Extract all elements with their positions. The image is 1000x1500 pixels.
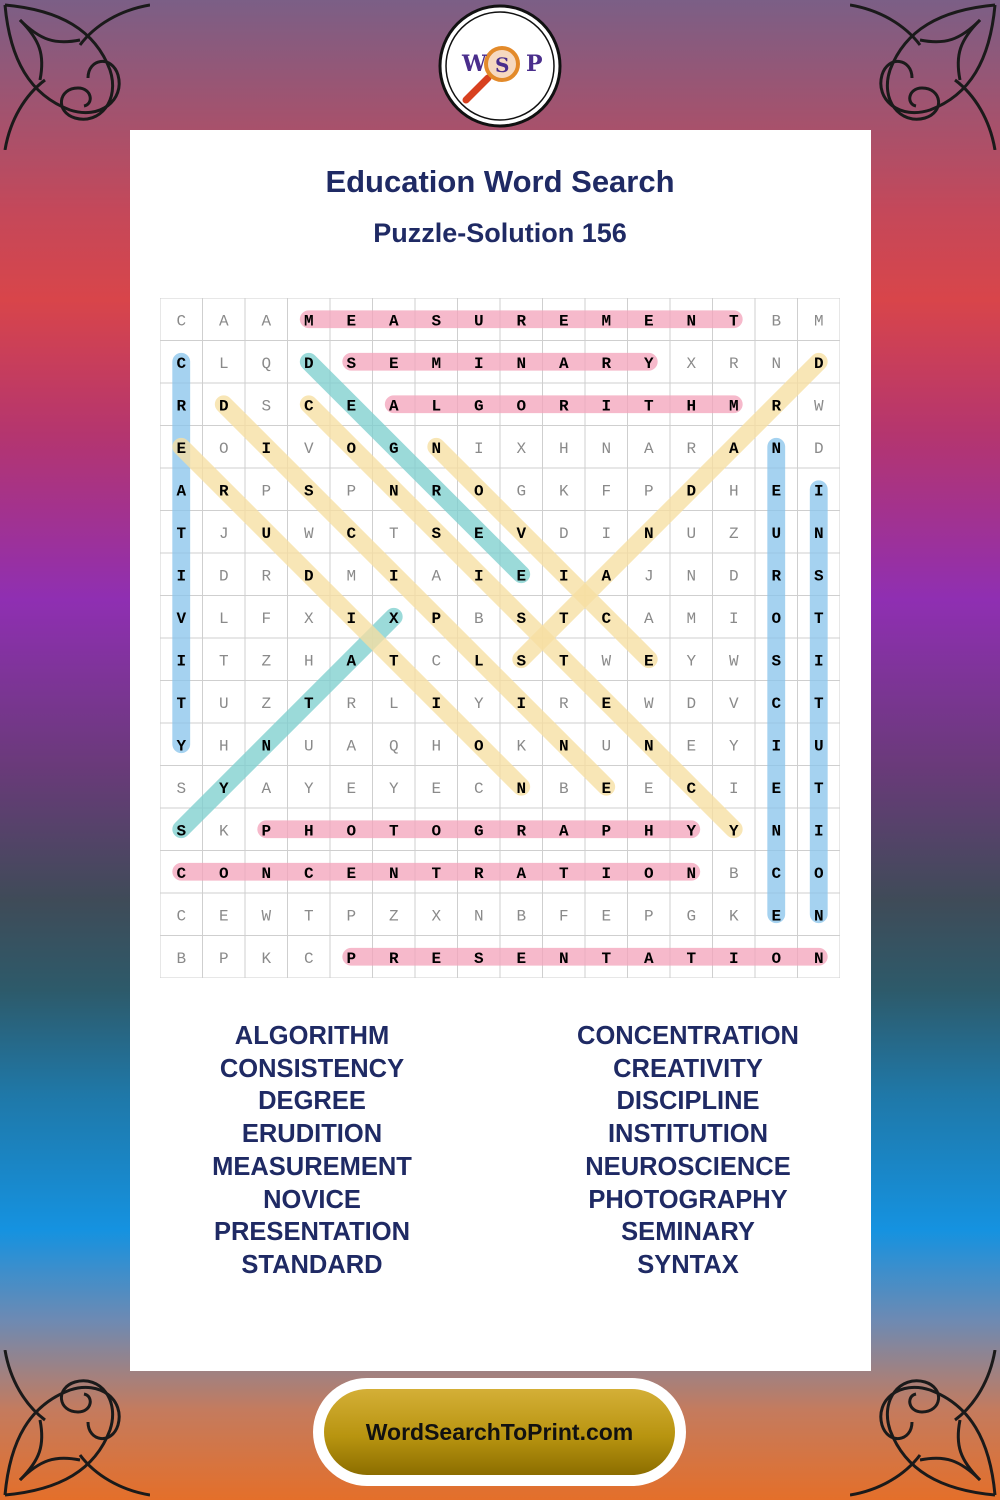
grid-letter[interactable]: T (303, 694, 314, 713)
grid-letter[interactable]: A (261, 779, 272, 798)
grid-letter[interactable]: E (346, 864, 357, 883)
grid-letter[interactable]: N (558, 737, 569, 756)
corner-ornament-bottom-right (850, 1350, 1000, 1500)
grid-letter[interactable]: N (516, 779, 527, 798)
grid-letter[interactable]: O (516, 397, 527, 416)
grid-letter[interactable]: O (346, 822, 357, 841)
grid-letter[interactable]: E (218, 907, 229, 926)
grid-letter[interactable]: R (558, 397, 569, 416)
grid-letter[interactable]: N (643, 737, 654, 756)
grid-letter[interactable]: E (346, 779, 357, 798)
grid-letter[interactable]: E (558, 312, 569, 331)
grid-letter[interactable]: Q (388, 737, 399, 756)
grid-letter[interactable]: T (558, 864, 569, 883)
grid-letter[interactable]: I (728, 779, 739, 798)
grid-letter[interactable]: T (388, 524, 399, 543)
grid-letter[interactable]: N (516, 354, 527, 373)
grid-letter[interactable]: F (558, 907, 569, 926)
grid-letter[interactable]: T (686, 949, 697, 968)
grid-letter[interactable]: T (176, 524, 187, 543)
grid-letter[interactable]: T (813, 694, 824, 713)
grid-letter[interactable]: G (473, 397, 484, 416)
grid-letter[interactable]: C (431, 652, 442, 671)
grid-letter[interactable]: H (303, 822, 314, 841)
grid-letter[interactable]: T (388, 652, 399, 671)
grid-letter[interactable]: A (643, 439, 654, 458)
grid-letter[interactable]: C (176, 907, 187, 926)
grid-letter[interactable]: V (176, 609, 187, 628)
grid-letter[interactable]: I (728, 609, 739, 628)
grid-letter[interactable]: S (771, 652, 782, 671)
grid-letter[interactable]: Z (388, 907, 399, 926)
grid-letter[interactable]: D (303, 354, 314, 373)
grid-letter[interactable]: G (516, 482, 527, 501)
grid-letter[interactable]: M (601, 312, 612, 331)
grid-letter[interactable]: E (771, 779, 782, 798)
grid-letter[interactable]: N (388, 482, 399, 501)
grid-letter[interactable]: T (813, 609, 824, 628)
grid-letter[interactable]: H (431, 737, 442, 756)
grid-letter[interactable]: J (218, 524, 229, 543)
grid-letter[interactable]: A (516, 864, 527, 883)
grid-letter[interactable]: D (558, 524, 569, 543)
grid-letter[interactable]: B (176, 949, 187, 968)
word-list-right (488, 1020, 888, 1282)
grid-letter[interactable]: U (771, 524, 782, 543)
grid-letter[interactable]: A (643, 609, 654, 628)
grid-letter[interactable]: C (176, 864, 187, 883)
grid-letter[interactable]: N (388, 864, 399, 883)
grid-letter[interactable]: L (218, 609, 229, 628)
grid-letter[interactable]: I (558, 567, 569, 586)
grid-letter[interactable]: N (771, 822, 782, 841)
grid-letter[interactable]: C (473, 779, 484, 798)
grid-letter[interactable]: E (601, 907, 612, 926)
grid-letter[interactable]: A (558, 354, 569, 373)
grid-letter[interactable]: A (431, 567, 442, 586)
grid-letter[interactable]: B (771, 312, 782, 331)
grid-letter[interactable]: T (728, 312, 739, 331)
grid-letter[interactable]: O (771, 949, 782, 968)
grid-letter[interactable]: I (388, 567, 399, 586)
word-list-item: SEMINARY (621, 1218, 755, 1247)
grid-letter[interactable]: D (218, 567, 229, 586)
grid-letter[interactable]: Q (261, 354, 272, 373)
grid-letter[interactable]: Y (728, 737, 739, 756)
grid-letter[interactable]: S (516, 652, 527, 671)
grid-letter[interactable]: S (303, 482, 314, 501)
grid-letter[interactable]: E (388, 354, 399, 373)
grid-letter[interactable]: T (813, 779, 824, 798)
grid-letter[interactable]: N (686, 567, 697, 586)
logo-letter-s: S (495, 53, 510, 77)
grid-letter[interactable]: O (431, 822, 442, 841)
word-list-item: CREATIVITY (613, 1054, 763, 1083)
grid-letter[interactable]: P (601, 822, 612, 841)
grid-letter[interactable]: C (346, 524, 357, 543)
word-list-item: MEASUREMENT (212, 1152, 412, 1181)
grid-letter[interactable]: V (516, 524, 527, 543)
grid-letter[interactable]: U (686, 524, 697, 543)
grid-letter[interactable]: O (813, 864, 824, 883)
grid-letter[interactable]: J (643, 567, 654, 586)
word-list-left (112, 1020, 512, 1282)
word-list-item: ALGORITHM (234, 1022, 390, 1050)
grid-letter[interactable]: B (558, 779, 569, 798)
grid-letter[interactable]: S (813, 567, 824, 586)
grid-letter[interactable]: A (261, 312, 272, 331)
corner-ornament-top-right (850, 0, 1000, 150)
corner-ornament-bottom-left (0, 1350, 150, 1500)
grid-letter[interactable]: I (601, 864, 612, 883)
corner-ornament-top-left (0, 0, 150, 150)
grid-letter[interactable]: C (601, 609, 612, 628)
grid-letter[interactable]: D (303, 567, 314, 586)
site-link-button[interactable] (313, 1378, 686, 1486)
grid-letter[interactable]: E (643, 312, 654, 331)
grid-letter[interactable]: E (176, 439, 187, 458)
logo-letter-p: P (526, 51, 543, 77)
grid-letter[interactable]: X (303, 609, 314, 628)
grid-letter[interactable]: I (473, 567, 484, 586)
grid-letter[interactable]: E (643, 779, 654, 798)
grid-letter[interactable]: R (431, 482, 442, 501)
grid-letter[interactable]: E (771, 907, 782, 926)
grid-letter[interactable]: O (346, 439, 357, 458)
grid-letter[interactable]: H (303, 652, 314, 671)
grid-letter[interactable]: R (558, 694, 569, 713)
grid-letter[interactable]: N (771, 354, 782, 373)
grid-letter[interactable]: E (643, 652, 654, 671)
grid-letter[interactable]: U (601, 737, 612, 756)
wsp-logo[interactable] (438, 4, 562, 128)
grid-letter[interactable]: Z (728, 524, 739, 543)
grid-letter[interactable]: C (771, 694, 782, 713)
grid-letter[interactable]: S (176, 822, 187, 841)
page-subtitle: Puzzle-Solution 156 (373, 218, 627, 248)
word-list-item: DISCIPLINE (616, 1087, 760, 1116)
grid-letter[interactable]: F (601, 482, 612, 501)
grid-letter[interactable]: T (176, 694, 187, 713)
grid-letter[interactable]: A (388, 397, 399, 416)
grid-letter[interactable]: W (261, 907, 272, 926)
grid-letter[interactable]: N (686, 312, 697, 331)
grid-letter[interactable]: E (346, 312, 357, 331)
word-list-item: STANDARD (241, 1250, 383, 1279)
grid-letter[interactable]: R (346, 694, 357, 713)
page-title: Education Word Search (325, 164, 675, 199)
grid-letter[interactable]: R (686, 439, 697, 458)
grid-letter[interactable]: S (261, 397, 272, 416)
grid-letter[interactable]: P (643, 482, 654, 501)
grid-letter[interactable]: E (346, 397, 357, 416)
grid-letter[interactable]: H (728, 482, 739, 501)
grid-letter[interactable]: A (388, 312, 399, 331)
grid-letter[interactable]: K (728, 907, 739, 926)
grid-letter[interactable]: X (431, 907, 442, 926)
grid-letter[interactable]: B (516, 907, 527, 926)
grid-letter[interactable]: Y (686, 822, 697, 841)
grid-letter[interactable]: A (176, 482, 187, 501)
grid-letter[interactable]: P (346, 482, 357, 501)
grid-letter[interactable]: E (431, 779, 442, 798)
grid-letter[interactable]: N (473, 907, 484, 926)
grid-letter[interactable]: S (431, 312, 442, 331)
grid-letter[interactable]: O (218, 439, 229, 458)
grid-letter[interactable]: X (388, 609, 399, 628)
grid-letter[interactable]: O (473, 737, 484, 756)
grid-letter[interactable]: Z (261, 652, 272, 671)
grid-letter[interactable]: S (473, 949, 484, 968)
grid-letter[interactable]: P (643, 907, 654, 926)
grid-letter[interactable]: C (303, 864, 314, 883)
grid-letter[interactable]: E (771, 482, 782, 501)
grid-letter[interactable]: S (176, 779, 187, 798)
grid-letter[interactable]: T (431, 864, 442, 883)
grid-letter[interactable]: N (813, 949, 824, 968)
grid-letter[interactable]: Y (473, 694, 484, 713)
grid-letter[interactable]: P (261, 822, 272, 841)
grid-letter[interactable]: Z (261, 694, 272, 713)
grid-letter[interactable]: R (473, 864, 484, 883)
word-list-item: CONSISTENCY (219, 1054, 405, 1083)
grid-letter[interactable]: E (516, 567, 527, 586)
grid-letter[interactable]: E (601, 779, 612, 798)
word-list-item: DEGREE (258, 1087, 366, 1116)
grid-letter[interactable]: T (558, 609, 569, 628)
grid-letter[interactable]: U (303, 737, 314, 756)
grid-letter[interactable]: M (346, 567, 357, 586)
grid-letter[interactable]: R (771, 397, 782, 416)
grid-letter[interactable]: R (261, 567, 272, 586)
grid-letter[interactable]: G (686, 907, 697, 926)
grid-letter[interactable]: L (431, 397, 442, 416)
grid-letter[interactable]: P (218, 949, 229, 968)
grid-letter[interactable]: I (346, 609, 357, 628)
grid-letter[interactable]: Y (218, 779, 229, 798)
grid-letter[interactable]: D (728, 567, 739, 586)
grid-letter[interactable]: Y (176, 737, 187, 756)
grid-letter[interactable]: U (261, 524, 272, 543)
word-list-item: PRESENTATION (214, 1218, 410, 1247)
grid-letter[interactable]: E (516, 949, 527, 968)
grid-letter[interactable]: A (558, 822, 569, 841)
grid-letter[interactable]: Y (388, 779, 399, 798)
grid-letter[interactable]: R (516, 312, 527, 331)
grid-letter[interactable]: A (601, 567, 612, 586)
site-link-text[interactable]: WordSearchToPrint.com (365, 1418, 634, 1445)
grid-letter[interactable]: D (813, 439, 824, 458)
grid-letter[interactable]: I (176, 652, 187, 671)
grid-letter[interactable]: P (261, 482, 272, 501)
grid-letter[interactable]: X (686, 354, 697, 373)
word-list-item: CONCENTRATION (577, 1022, 799, 1050)
grid-letter[interactable]: I (813, 482, 824, 501)
word-list-item: NOVICE (263, 1185, 361, 1214)
grid-letter[interactable]: E (686, 737, 697, 756)
grid-letter[interactable]: Y (643, 354, 654, 373)
word-list-item: ERUDITION (241, 1120, 383, 1149)
grid-letter[interactable]: E (601, 694, 612, 713)
grid-letter[interactable]: I (473, 354, 484, 373)
grid-letter[interactable]: G (473, 822, 484, 841)
grid-letter[interactable]: R (176, 397, 187, 416)
grid-letter[interactable]: S (431, 524, 442, 543)
grid-letter[interactable]: A (728, 439, 739, 458)
word-search-grid[interactable] (160, 298, 840, 978)
grid-letter[interactable]: N (643, 524, 654, 543)
grid-letter[interactable]: I (261, 439, 272, 458)
grid-letter[interactable]: N (261, 864, 272, 883)
grid-letter[interactable]: Y (303, 779, 314, 798)
grid-letter[interactable]: K (558, 482, 569, 501)
grid-letter[interactable]: M (686, 609, 697, 628)
grid-letter[interactable]: D (813, 354, 824, 373)
grid-letter[interactable]: C (686, 779, 697, 798)
word-list-item: INSTITUTION (607, 1120, 769, 1149)
grid-letter[interactable]: A (218, 312, 229, 331)
grid-letter[interactable]: O (218, 864, 229, 883)
grid-letter[interactable]: T (218, 652, 229, 671)
grid-letter[interactable]: O (771, 609, 782, 628)
grid-letter[interactable]: K (261, 949, 272, 968)
grid-letter[interactable]: C (303, 949, 314, 968)
grid-letter[interactable]: K (516, 737, 527, 756)
grid-letter[interactable]: N (601, 439, 612, 458)
grid-letter[interactable]: X (516, 439, 527, 458)
grid-letter[interactable]: Y (728, 822, 739, 841)
grid-letter[interactable]: R (601, 354, 612, 373)
grid-letter[interactable]: S (346, 354, 357, 373)
grid-letter[interactable]: N (771, 439, 782, 458)
grid-letter[interactable]: C (176, 354, 187, 373)
grid-letter[interactable]: N (431, 439, 442, 458)
grid-letter[interactable]: I (771, 737, 782, 756)
grid-letter[interactable]: O (643, 864, 654, 883)
grid-letter[interactable]: M (431, 354, 442, 373)
grid-letter[interactable]: H (686, 397, 697, 416)
grid-letter[interactable]: L (218, 354, 229, 373)
grid-letter[interactable]: D (218, 397, 229, 416)
grid-letter[interactable]: W (728, 652, 739, 671)
grid-letter[interactable]: D (686, 694, 697, 713)
grid-letter[interactable]: T (601, 949, 612, 968)
logo-letter-w: W (462, 51, 487, 77)
grid-letter[interactable]: L (473, 652, 484, 671)
grid-letter[interactable]: I (431, 694, 442, 713)
grid-letter[interactable]: U (218, 694, 229, 713)
grid-letter[interactable]: I (176, 567, 187, 586)
grid-letter[interactable]: N (261, 737, 272, 756)
grid-letter[interactable]: F (261, 609, 272, 628)
grid-letter[interactable]: B (473, 609, 484, 628)
grid-letter[interactable]: V (303, 439, 314, 458)
grid-letter[interactable]: L (388, 694, 399, 713)
grid-letter[interactable]: I (813, 822, 824, 841)
grid-letter[interactable]: U (813, 737, 824, 756)
grid-letter[interactable]: A (643, 949, 654, 968)
grid-letter[interactable]: U (473, 312, 484, 331)
grid-letter[interactable]: I (813, 652, 824, 671)
grid-letter[interactable]: N (813, 907, 824, 926)
grid-letter[interactable]: M (728, 397, 739, 416)
grid-letter[interactable]: C (771, 864, 782, 883)
grid-letter[interactable]: O (473, 482, 484, 501)
grid-letter[interactable]: I (601, 397, 612, 416)
word-list-item: PHOTOGRAPHY (588, 1185, 788, 1214)
grid-letter[interactable]: P (346, 907, 357, 926)
grid-letter[interactable]: N (686, 864, 697, 883)
grid-letter[interactable]: C (303, 397, 314, 416)
grid-letter[interactable]: N (558, 949, 569, 968)
grid-letter[interactable]: W (813, 397, 824, 416)
site-link-pill[interactable] (324, 1389, 675, 1475)
grid-letter[interactable]: R (516, 822, 527, 841)
grid-letter[interactable]: R (771, 567, 782, 586)
word-list-item: NEUROSCIENCE (585, 1152, 791, 1181)
grid-letter[interactable]: G (388, 439, 399, 458)
grid-letter[interactable]: W (303, 524, 314, 543)
grid-letter[interactable]: R (218, 482, 229, 501)
grid-letter[interactable]: T (303, 907, 314, 926)
grid-letter[interactable]: R (388, 949, 399, 968)
grid-letter[interactable]: P (431, 609, 442, 628)
grid-letter[interactable]: I (728, 949, 739, 968)
grid-letter[interactable]: C (176, 312, 187, 331)
grid-letter[interactable]: K (218, 822, 229, 841)
grid-letter[interactable]: H (558, 439, 569, 458)
grid-letter[interactable]: D (686, 482, 697, 501)
grid-letter[interactable]: A (346, 737, 357, 756)
grid-letter[interactable]: V (728, 694, 739, 713)
grid-letter[interactable]: W (601, 652, 612, 671)
grid-letter[interactable]: T (558, 652, 569, 671)
word-list-item: SYNTAX (637, 1250, 739, 1279)
grid-letter[interactable]: E (473, 524, 484, 543)
grid-letter[interactable]: S (516, 609, 527, 628)
grid-letter[interactable]: N (813, 524, 824, 543)
grid-letter[interactable]: W (643, 694, 654, 713)
grid-letter[interactable]: M (303, 312, 314, 331)
grid-letter[interactable]: T (643, 397, 654, 416)
grid-letter[interactable]: T (388, 822, 399, 841)
grid-letter[interactable]: I (473, 439, 484, 458)
grid-letter[interactable]: I (516, 694, 527, 713)
grid-letter[interactable]: M (813, 312, 824, 331)
grid-letter[interactable]: E (431, 949, 442, 968)
grid-letter[interactable]: R (728, 354, 739, 373)
grid-letter[interactable]: P (346, 949, 357, 968)
grid-letter[interactable]: Y (686, 652, 697, 671)
grid-letter[interactable]: A (346, 652, 357, 671)
grid-letter[interactable]: H (643, 822, 654, 841)
grid-letter[interactable]: I (601, 524, 612, 543)
grid-letter[interactable]: H (218, 737, 229, 756)
grid-letter[interactable]: B (728, 864, 739, 883)
